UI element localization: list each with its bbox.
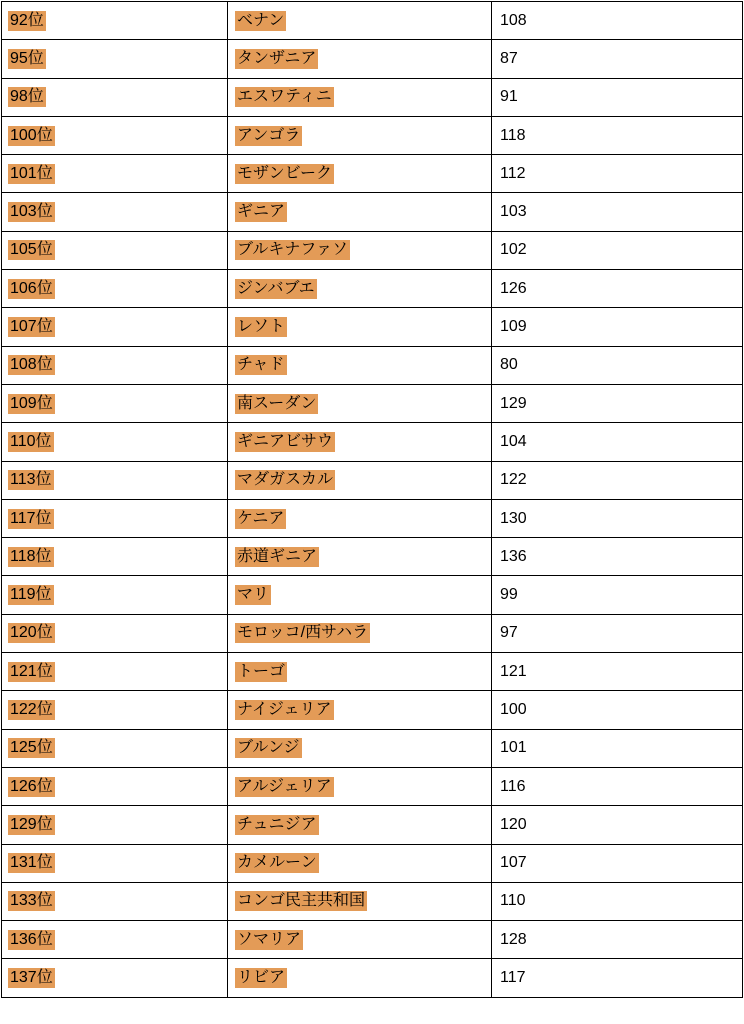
table-row	[2, 691, 743, 729]
table-row	[2, 653, 743, 691]
rank-text: 125位	[10, 739, 53, 757]
value-cell: 91	[492, 78, 743, 116]
country-name: ベナン	[237, 11, 285, 29]
country-name: ギニア	[237, 203, 286, 221]
country-cell	[228, 614, 492, 652]
country-cell	[228, 270, 492, 308]
value-cell: 108	[492, 2, 743, 40]
value-cell: 97	[492, 614, 743, 652]
rank-text: 113位	[10, 471, 52, 489]
rank-text: 109位	[10, 394, 53, 412]
value-cell: 118	[492, 116, 743, 154]
value-cell: 129	[492, 384, 743, 422]
rank-text: 121位	[10, 662, 53, 680]
table-row	[2, 461, 743, 499]
value-cell: 99	[492, 576, 743, 614]
rank-cell	[2, 193, 228, 231]
table-row	[2, 155, 743, 193]
table-row	[2, 499, 743, 537]
country-name: コンゴ民主共和国	[237, 892, 366, 910]
rank-cell	[2, 806, 228, 844]
country-name: 赤道ギニア	[237, 547, 318, 565]
country-cell	[228, 882, 492, 920]
value-cell: 120	[492, 806, 743, 844]
country-name: カメルーン	[237, 854, 317, 872]
country-name: マダガスカル	[237, 471, 334, 489]
country-name: リビア	[237, 969, 286, 987]
rank-cell	[2, 308, 228, 346]
country-cell	[228, 2, 492, 40]
rank-cell	[2, 499, 228, 537]
country-name: チャド	[237, 356, 285, 374]
value-cell: 117	[492, 959, 743, 997]
rank-cell	[2, 882, 228, 920]
value-cell: 110	[492, 882, 743, 920]
rank-text: 103位	[10, 203, 53, 221]
country-name: ナイジェリア	[237, 700, 332, 718]
table-row	[2, 270, 743, 308]
value-cell: 136	[492, 538, 743, 576]
ranking-table	[1, 1, 743, 998]
country-name: ジンバブエ	[237, 279, 315, 297]
country-cell	[228, 423, 492, 461]
country-name: タンザニア	[237, 49, 317, 67]
country-name: レソト	[237, 318, 286, 336]
table-row	[2, 231, 743, 269]
country-cell	[228, 308, 492, 346]
rank-cell	[2, 346, 228, 384]
country-cell	[228, 384, 492, 422]
table-row	[2, 346, 743, 384]
table-row	[2, 921, 743, 959]
table-row	[2, 193, 743, 231]
table-row	[2, 729, 743, 767]
rank-cell	[2, 116, 228, 154]
rank-text: 92位	[10, 11, 44, 29]
rank-cell	[2, 155, 228, 193]
country-name: チュニジア	[237, 815, 317, 833]
value-cell: 121	[492, 653, 743, 691]
table-row	[2, 538, 743, 576]
country-name: ギニアビサウ	[237, 432, 334, 450]
value-cell: 102	[492, 231, 743, 269]
country-cell	[228, 806, 492, 844]
table-row	[2, 767, 743, 805]
country-cell	[228, 538, 492, 576]
value-cell: 116	[492, 767, 743, 805]
rank-cell	[2, 691, 228, 729]
table-row	[2, 959, 743, 997]
table-row	[2, 882, 743, 920]
rank-cell	[2, 2, 228, 40]
rank-cell	[2, 959, 228, 997]
country-name: ケニア	[237, 509, 285, 527]
value-cell: 87	[492, 40, 743, 78]
country-name: トーゴ	[237, 662, 286, 680]
country-name: モザンビーク	[237, 164, 333, 182]
country-name: モロッコ/西サハラ	[237, 624, 369, 642]
table-row	[2, 40, 743, 78]
value-cell: 112	[492, 155, 743, 193]
country-name: マリ	[237, 586, 270, 604]
rank-text: 118位	[10, 547, 52, 565]
table-row	[2, 2, 743, 40]
country-cell	[228, 116, 492, 154]
country-name: ブルンジ	[237, 739, 300, 757]
rank-cell	[2, 653, 228, 691]
table-row	[2, 78, 743, 116]
value-cell: 126	[492, 270, 743, 308]
country-cell	[228, 844, 492, 882]
rank-text: 137位	[10, 969, 53, 987]
rank-cell	[2, 844, 228, 882]
country-name: アルジェリア	[237, 777, 332, 795]
country-cell	[228, 155, 492, 193]
table-row	[2, 614, 743, 652]
rank-text: 129位	[10, 815, 53, 833]
rank-text: 126位	[10, 777, 53, 795]
rank-cell	[2, 423, 228, 461]
value-cell: 101	[492, 729, 743, 767]
value-cell: 128	[492, 921, 743, 959]
rank-cell	[2, 270, 228, 308]
rank-text: 106位	[10, 279, 53, 297]
rank-text: 110位	[10, 432, 52, 450]
rank-text: 119位	[10, 586, 52, 604]
rank-text: 98位	[10, 88, 44, 106]
rank-cell	[2, 231, 228, 269]
rank-text: 108位	[10, 356, 53, 374]
rank-text: 136位	[10, 930, 53, 948]
country-cell	[228, 40, 492, 78]
rank-cell	[2, 921, 228, 959]
country-name: アンゴラ	[237, 126, 301, 144]
rank-text: 133位	[10, 892, 53, 910]
country-cell	[228, 729, 492, 767]
rank-cell	[2, 461, 228, 499]
rank-text: 122位	[10, 700, 53, 718]
value-cell: 104	[492, 423, 743, 461]
table-row	[2, 384, 743, 422]
rank-text: 101位	[10, 164, 53, 182]
country-cell	[228, 193, 492, 231]
rank-text: 107位	[10, 318, 53, 336]
country-name: エスワティニ	[237, 88, 332, 106]
value-cell: 100	[492, 691, 743, 729]
table-row	[2, 308, 743, 346]
country-cell	[228, 959, 492, 997]
country-cell	[228, 346, 492, 384]
country-cell	[228, 767, 492, 805]
country-name: ブルキナファソ	[237, 241, 349, 259]
rank-text: 105位	[10, 241, 53, 259]
rank-cell	[2, 729, 228, 767]
table-row	[2, 116, 743, 154]
country-cell	[228, 691, 492, 729]
country-cell	[228, 576, 492, 614]
country-cell	[228, 653, 492, 691]
table-row	[2, 423, 743, 461]
rank-cell	[2, 576, 228, 614]
rank-text: 100位	[10, 126, 53, 144]
table-row	[2, 806, 743, 844]
country-cell	[228, 231, 492, 269]
ranking-table-body	[2, 2, 743, 998]
country-name: 南スーダン	[237, 394, 317, 412]
rank-text: 95位	[10, 49, 44, 67]
value-cell: 130	[492, 499, 743, 537]
country-cell	[228, 461, 492, 499]
value-cell: 122	[492, 461, 743, 499]
value-cell: 109	[492, 308, 743, 346]
country-cell	[228, 78, 492, 116]
value-cell: 80	[492, 346, 743, 384]
rank-cell	[2, 78, 228, 116]
country-cell	[228, 921, 492, 959]
table-row	[2, 576, 743, 614]
rank-text: 131位	[10, 854, 53, 872]
table-row	[2, 844, 743, 882]
rank-text: 120位	[10, 624, 53, 642]
country-name: ソマリア	[237, 930, 302, 948]
value-cell: 107	[492, 844, 743, 882]
country-cell	[228, 499, 492, 537]
rank-cell	[2, 40, 228, 78]
rank-cell	[2, 538, 228, 576]
rank-cell	[2, 614, 228, 652]
rank-text: 117位	[10, 509, 52, 527]
rank-cell	[2, 767, 228, 805]
value-cell: 103	[492, 193, 743, 231]
rank-cell	[2, 384, 228, 422]
